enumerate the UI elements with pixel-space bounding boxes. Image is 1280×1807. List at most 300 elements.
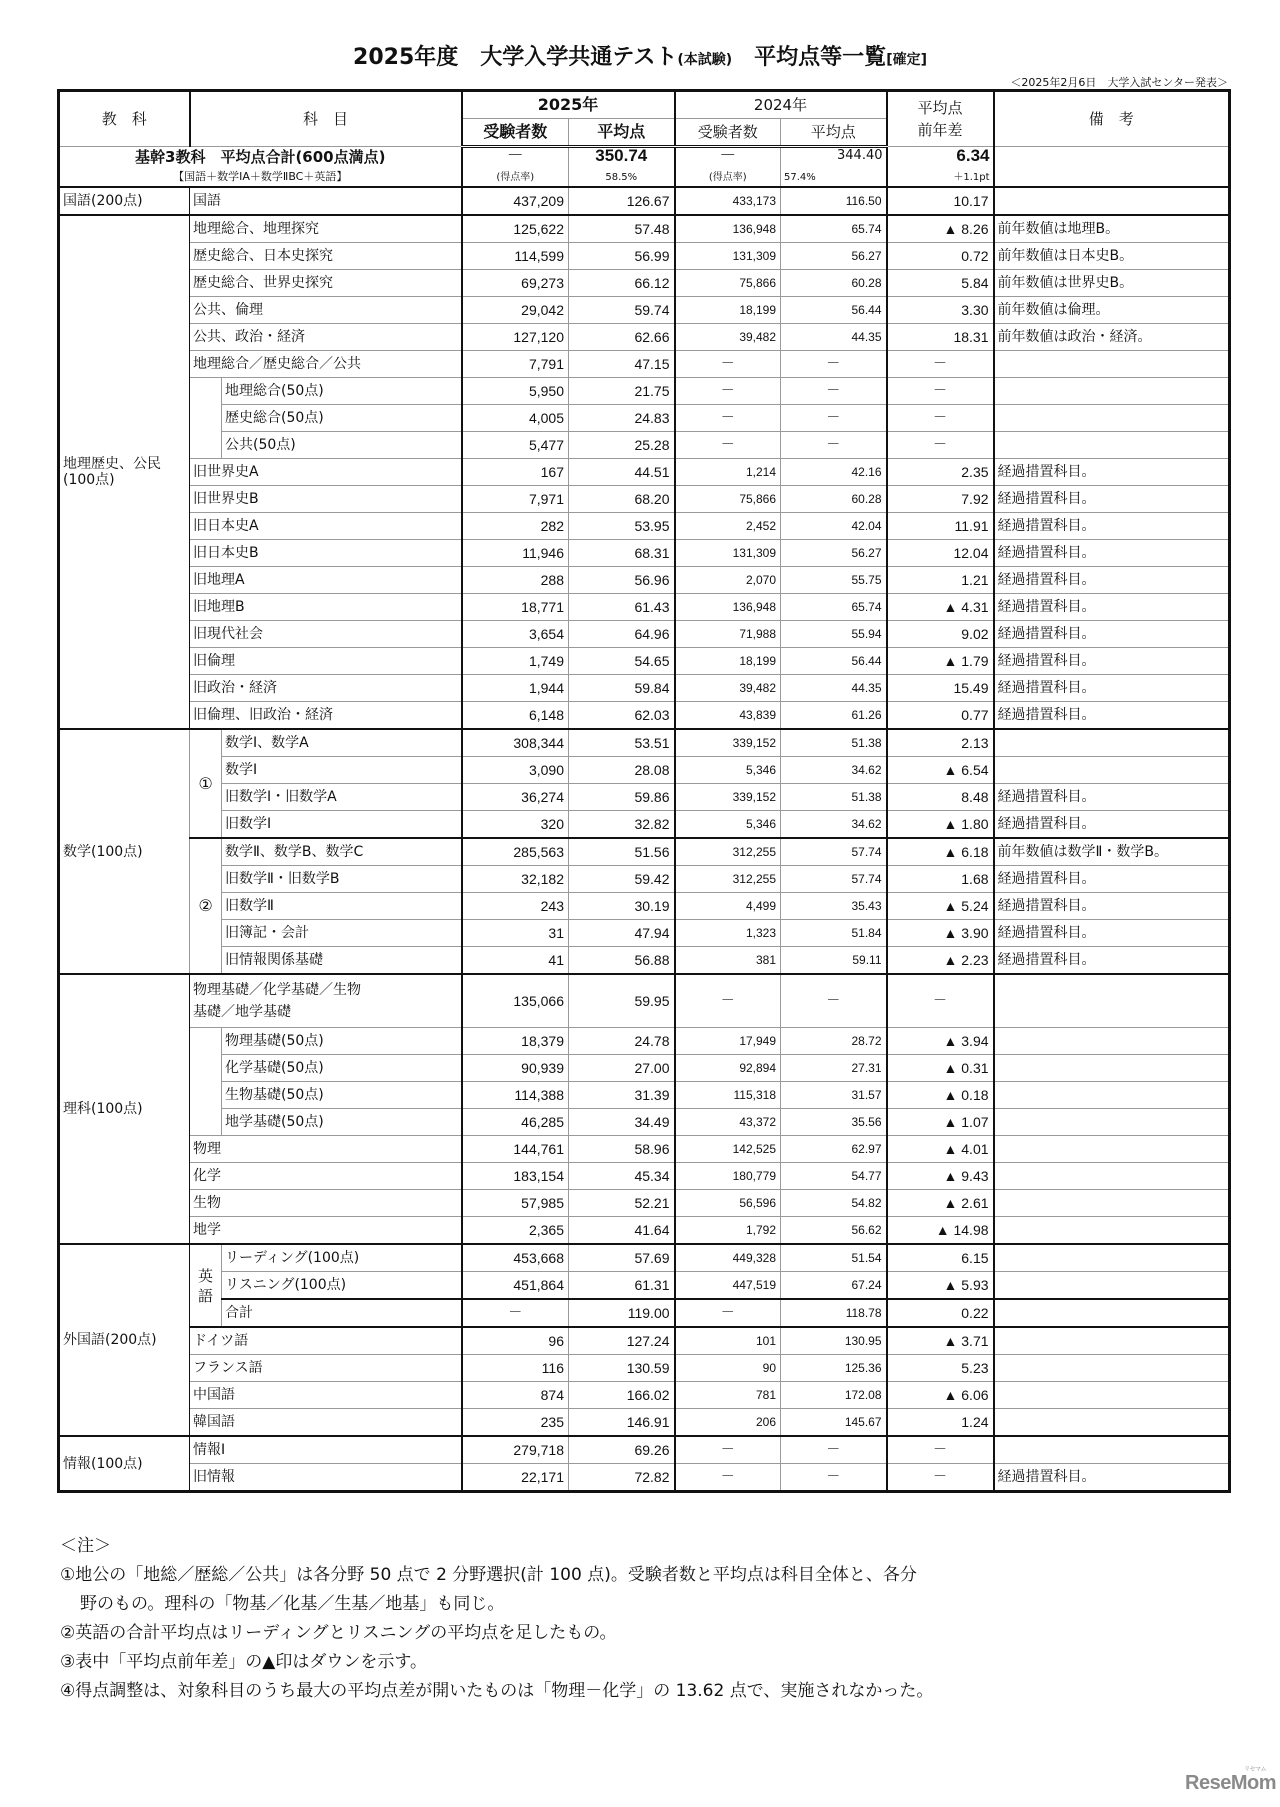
average-2024-cell: 57.74 [781,866,887,893]
diff-cell: ▲ 6.06 [887,1382,994,1409]
average-2024-cell: 65.74 [781,594,887,621]
average-2025-cell: 61.43 [569,594,675,621]
header-examinees-2025: 受験者数 [462,119,569,147]
diff-cell: ▲ 1.07 [887,1109,994,1136]
average-2024-cell: 118.78 [781,1299,887,1327]
indent-spacer [190,1028,222,1136]
examinees-2024-cell: 43,372 [675,1109,781,1136]
subject-name-cell: 旧倫理、旧政治・経済 [190,702,462,730]
examinees-2024-cell: 39,482 [675,324,781,351]
table-row [59,1464,1230,1492]
subject-name-cell: 中国語 [190,1382,462,1409]
average-2024-cell: 55.75 [781,567,887,594]
examinees-2025-cell: 5,477 [462,432,569,459]
header-diff: 平均点 前年差 [887,91,994,147]
table-row [59,866,1230,893]
examinees-2024-cell: 339,152 [675,784,781,811]
table-row [59,675,1230,702]
remark-cell [994,1244,1230,1272]
subject-name-cell: 旧世界史A [190,459,462,486]
average-2025-cell: 59.42 [569,866,675,893]
average-2025-cell: 146.91 [569,1409,675,1437]
table-row [59,1299,1230,1327]
examinees-2025-cell: 285,563 [462,838,569,866]
diff-cell: ▲ 6.54 [887,757,994,784]
diff-cell: 5.23 [887,1355,994,1382]
average-2025-cell: 45.34 [569,1163,675,1190]
remark-cell [994,187,1230,215]
examinees-2025-cell: 183,154 [462,1163,569,1190]
remark-cell [994,378,1230,405]
average-2025-cell: 58.96 [569,1136,675,1163]
subject-name-cell: 旧現代社会 [190,621,462,648]
average-2024-cell: 145.67 [781,1409,887,1437]
diff-cell: ▲ 0.31 [887,1055,994,1082]
average-2024-cell: 130.95 [781,1327,887,1355]
average-2024-cell: 56.44 [781,648,887,675]
diff-cell: 12.04 [887,540,994,567]
diff-cell: － [887,1464,994,1492]
remark-cell: 経過措置科目。 [994,621,1230,648]
examinees-2024-cell: 4,499 [675,893,781,920]
score-table-body [59,91,1230,1492]
subject-name-cell: 公共、倫理 [190,297,462,324]
average-2024-cell: 56.27 [781,243,887,270]
examinees-2024-cell: 1,792 [675,1217,781,1245]
remark-cell [994,1163,1230,1190]
subject-name-cell: 地理総合(50点) [222,378,462,405]
examinees-2024-cell: 1,323 [675,920,781,947]
average-2024-cell: 35.56 [781,1109,887,1136]
diff-cell: － [887,405,994,432]
average-2024-cell: 35.43 [781,893,887,920]
examinees-2025-cell: 127,120 [462,324,569,351]
remark-cell [994,1217,1230,1245]
table-row [59,1217,1230,1245]
average-2024-cell: － [781,1464,887,1492]
title-rest: 平均点等一覧 [732,45,887,70]
average-2024-cell: 60.28 [781,486,887,513]
examinees-2024-cell: 433,173 [675,187,781,215]
header-year-2025: 2025年 [462,91,675,119]
examinees-2025-cell: 279,718 [462,1436,569,1464]
average-2025-cell: 31.39 [569,1082,675,1109]
average-2025-cell: 34.49 [569,1109,675,1136]
average-2024-cell: 61.26 [781,702,887,730]
diff-cell: ▲ 5.24 [887,893,994,920]
examinees-2024-cell: 447,519 [675,1272,781,1300]
remark-cell: 前年数値は倫理。 [994,297,1230,324]
examinees-2025-cell: 22,171 [462,1464,569,1492]
average-2025-cell: 24.78 [569,1028,675,1055]
examinees-2024-cell: 339,152 [675,729,781,757]
subject-name-cell: 地学 [190,1217,462,1245]
average-2025-cell: 56.96 [569,567,675,594]
header-subject: 科 目 [190,91,462,147]
remark-cell [994,1109,1230,1136]
average-2025-cell: 30.19 [569,893,675,920]
resemom-logo [1185,1767,1276,1795]
average-2025-cell: 56.99 [569,243,675,270]
table-row [59,243,1230,270]
average-2024-cell: 42.04 [781,513,887,540]
examinees-2025-cell: 41 [462,947,569,975]
table-row [59,1055,1230,1082]
average-2024-cell: － [781,974,887,1028]
examinees-2025-cell: 3,654 [462,621,569,648]
examinees-2024-cell: 92,894 [675,1055,781,1082]
diff-cell: ▲ 3.71 [887,1327,994,1355]
diff-cell: 7.92 [887,486,994,513]
average-2024-cell: 51.54 [781,1244,887,1272]
remark-cell: 前年数値は日本史B。 [994,243,1230,270]
average-2024-cell: 59.11 [781,947,887,975]
remark-cell: 前年数値は政治・経済。 [994,324,1230,351]
examinees-2024-cell: 5,346 [675,811,781,839]
diff-cell: ▲ 8.26 [887,215,994,243]
remark-cell: 経過措置科目。 [994,866,1230,893]
average-2024-cell: 172.08 [781,1382,887,1409]
examinees-2024-cell: 2,452 [675,513,781,540]
examinees-2025-cell: 167 [462,459,569,486]
examinees-2025-cell: 57,985 [462,1190,569,1217]
average-2025-cell: 44.51 [569,459,675,486]
table-row [59,297,1230,324]
average-2024-cell: 125.36 [781,1355,887,1382]
table-row [59,1082,1230,1109]
examinees-2024-cell: － [675,1299,781,1327]
examinees-2025-cell: 11,946 [462,540,569,567]
table-row [59,729,1230,757]
average-2025-cell: 56.88 [569,947,675,975]
examinees-2024-cell: 142,525 [675,1136,781,1163]
examinees-2025-cell: 18,771 [462,594,569,621]
table-row [59,1409,1230,1437]
examinees-2024-cell: 449,328 [675,1244,781,1272]
table-row [59,351,1230,378]
diff-cell: 2.13 [887,729,994,757]
logo-ruby: リセマム [1244,1767,1266,1773]
table-row [59,540,1230,567]
subject-area-kokugo: 国語(200点) [59,187,190,215]
table-row [59,1355,1230,1382]
diff-cell: ▲ 2.61 [887,1190,994,1217]
average-2025-cell: 59.84 [569,675,675,702]
average-2024-cell: 116.50 [781,187,887,215]
table-row [59,324,1230,351]
average-2024-cell: 56.27 [781,540,887,567]
table-row [59,947,1230,975]
average-2024-cell: 65.74 [781,215,887,243]
average-2025-cell: 53.95 [569,513,675,540]
average-2024-cell: 54.82 [781,1190,887,1217]
remark-cell: 経過措置科目。 [994,1464,1230,1492]
note-1: ①地公の「地総／歴総／公共」は各分野 50 点で 2 分野選択(計 100 点)。受験者数と平均点は科目全体と、各分 [60,1565,917,1585]
examinees-2024-cell: 136,948 [675,215,781,243]
average-2025-cell: 57.48 [569,215,675,243]
average-2024-cell: － [781,1436,887,1464]
average-2025-cell: 166.02 [569,1382,675,1409]
header-remarks: 備 考 [994,91,1230,147]
diff-cell: 2.35 [887,459,994,486]
table-row [59,920,1230,947]
remark-cell [994,1299,1230,1327]
remark-cell: 経過措置科目。 [994,567,1230,594]
table-row [59,486,1230,513]
average-2024-cell: 62.97 [781,1136,887,1163]
remark-cell: 経過措置科目。 [994,459,1230,486]
subject-name-cell: 地学基礎(50点) [222,1109,462,1136]
examinees-2025-cell: 29,042 [462,297,569,324]
examinees-2025-cell: 114,599 [462,243,569,270]
remark-cell [994,1436,1230,1464]
diff-cell: ▲ 1.80 [887,811,994,839]
subject-name-cell: 韓国語 [190,1409,462,1437]
diff-cell: ▲ 4.31 [887,594,994,621]
average-2024-cell: － [781,378,887,405]
examinees-2025-cell: 5,950 [462,378,569,405]
examinees-2024-cell: － [675,1464,781,1492]
examinees-2025-cell: 32,182 [462,866,569,893]
average-2025-cell: 54.65 [569,648,675,675]
examinees-2025-cell: 125,622 [462,215,569,243]
header-subject-area: 教 科 [59,91,190,147]
subject-name-cell: 旧情報 [190,1464,462,1492]
average-2025-cell: 62.03 [569,702,675,730]
subject-area-science: 理科(100点) [59,974,190,1244]
examinees-2025-cell: 451,864 [462,1272,569,1300]
diff-cell: ▲ 3.90 [887,920,994,947]
table-row [59,621,1230,648]
subject-name-cell: 生物基礎(50点) [222,1082,462,1109]
average-2025-cell: 27.00 [569,1055,675,1082]
average-2025-cell: 51.56 [569,838,675,866]
subject-area-info: 情報(100点) [59,1436,190,1492]
average-2024-cell: 31.57 [781,1082,887,1109]
examinees-2025-cell: 6,148 [462,702,569,730]
examinees-2025-cell: 46,285 [462,1109,569,1136]
diff-cell: 1.68 [887,866,994,893]
header-examinees-2024: 受験者数 [675,119,781,147]
diff-cell: － [887,974,994,1028]
examinees-2025-cell: 1,749 [462,648,569,675]
subject-name-cell: 歴史総合、日本史探究 [190,243,462,270]
diff-cell: － [887,351,994,378]
remark-cell [994,1409,1230,1437]
subject-name-cell: 物理基礎(50点) [222,1028,462,1055]
examinees-2025-cell: 90,939 [462,1055,569,1082]
examinees-2025-cell: 1,944 [462,675,569,702]
examinees-2024-cell: － [675,974,781,1028]
examinees-2025-cell: 3,090 [462,757,569,784]
average-2025-cell: 53.51 [569,729,675,757]
diff-cell: ▲ 14.98 [887,1217,994,1245]
core-total-label: 基幹3教科 平均点合計(600点満点) 【国語＋数学ⅠA＋数学ⅡBC＋英語】 [59,147,462,188]
english-label: 英語 [190,1244,222,1327]
examinees-2024-cell: － [675,405,781,432]
remark-cell: 経過措置科目。 [994,486,1230,513]
remark-cell [994,1055,1230,1082]
diff-cell: ▲ 2.23 [887,947,994,975]
examinees-2025-cell: 69,273 [462,270,569,297]
average-2025-cell: 64.96 [569,621,675,648]
average-2024-cell: 55.94 [781,621,887,648]
examinees-2024-cell: 781 [675,1382,781,1409]
average-2025-cell: 62.66 [569,324,675,351]
examinees-2024-cell: － [675,1436,781,1464]
examinees-2024-cell: 90 [675,1355,781,1382]
subject-name-cell: 旧地理B [190,594,462,621]
table-row [59,1163,1230,1190]
diff-cell: － [887,378,994,405]
remark-cell [994,1136,1230,1163]
diff-cell: 1.24 [887,1409,994,1437]
examinees-2024-cell: 18,199 [675,648,781,675]
subject-area-foreign: 外国語(200点) [59,1244,190,1436]
examinees-2025-cell: 31 [462,920,569,947]
average-2025-cell: 68.20 [569,486,675,513]
core-total-diff: 6.34 ＋1.1pt [887,147,994,188]
subject-name-cell: 旧政治・経済 [190,675,462,702]
examinees-2025-cell: 320 [462,811,569,839]
average-2024-cell: 51.38 [781,784,887,811]
remark-cell [994,729,1230,757]
examinees-2024-cell: 136,948 [675,594,781,621]
remark-cell: 経過措置科目。 [994,920,1230,947]
subject-name-cell: 地理総合／歴史総合／公共 [190,351,462,378]
subject-name-cell: フランス語 [190,1355,462,1382]
average-2025-cell: 59.95 [569,974,675,1028]
core-total-average-2024: 344.40 57.4% [781,147,887,188]
subject-name-cell: 地理総合、地理探究 [190,215,462,243]
examinees-2025-cell: 18,379 [462,1028,569,1055]
average-2024-cell: 67.24 [781,1272,887,1300]
remark-cell [994,1355,1230,1382]
diff-cell: 0.22 [887,1299,994,1327]
diff-cell: 18.31 [887,324,994,351]
table-row [59,1190,1230,1217]
subject-name-cell: 旧数学Ⅰ [222,811,462,839]
table-row [59,648,1230,675]
core-total-remark [994,147,1230,188]
examinees-2025-cell: 4,005 [462,405,569,432]
diff-cell: 8.48 [887,784,994,811]
examinees-2024-cell: 75,866 [675,270,781,297]
remark-cell [994,757,1230,784]
remark-cell [994,1272,1230,1300]
diff-cell: － [887,432,994,459]
average-2025-cell: 72.82 [569,1464,675,1492]
diff-cell: 1.21 [887,567,994,594]
average-2025-cell: 32.82 [569,811,675,839]
diff-cell: － [887,1436,994,1464]
subject-area-chireki: 地理歴史、公民 (100点) [59,215,190,729]
remark-cell [994,974,1230,1028]
average-2025-cell: 130.59 [569,1355,675,1382]
table-row [59,567,1230,594]
note-1-continued: 野のもの。理科の「物基／化基／生基／地基」も同じ。 [80,1594,505,1614]
diff-cell: ▲ 5.93 [887,1272,994,1300]
examinees-2025-cell: 235 [462,1409,569,1437]
remark-cell: 経過措置科目。 [994,513,1230,540]
table-row [59,270,1230,297]
examinees-2024-cell: 75,866 [675,486,781,513]
title-main: 2025年度 大学入学共通テスト [353,45,678,70]
subject-name-cell: リスニング(100点) [222,1272,462,1300]
examinees-2024-cell: 18,199 [675,297,781,324]
table-row [59,1436,1230,1464]
notes-section [60,1532,1230,1706]
remark-cell: 経過措置科目。 [994,784,1230,811]
average-2024-cell: 34.62 [781,811,887,839]
table-row [59,594,1230,621]
average-2025-cell: 25.28 [569,432,675,459]
average-2024-cell: 56.44 [781,297,887,324]
examinees-2025-cell: 135,066 [462,974,569,1028]
remark-cell [994,1028,1230,1055]
average-2025-cell: 24.83 [569,405,675,432]
subject-name-cell: 数学Ⅱ、数学B、数学C [222,838,462,866]
table-row [59,1327,1230,1355]
note-4: ④得点調整は、対象科目のうち最大の平均点差が開いたものは「物理－化学」の 13.62 点で、実施されなかった。 [60,1681,934,1701]
note-3: ③表中「平均点前年差」の▲印はダウンを示す。 [60,1652,427,1672]
math-group-2-mark: ② [190,838,222,974]
remark-cell: 経過措置科目。 [994,893,1230,920]
examinees-2025-cell: 308,344 [462,729,569,757]
examinees-2025-cell: 453,668 [462,1244,569,1272]
average-2024-cell: 51.38 [781,729,887,757]
core-total-average-2025: 350.74 58.5% [569,147,675,188]
subject-name-cell: リーディング(100点) [222,1244,462,1272]
average-2025-cell: 66.12 [569,270,675,297]
average-2025-cell: 68.31 [569,540,675,567]
header-year-2024: 2024年 [675,91,887,119]
average-2024-cell: 44.35 [781,324,887,351]
subject-name-cell: 歴史総合、世界史探究 [190,270,462,297]
table-row [59,838,1230,866]
examinees-2024-cell: 312,255 [675,866,781,893]
average-2024-cell: 28.72 [781,1028,887,1055]
average-2025-cell: 119.00 [569,1299,675,1327]
examinees-2024-cell: 381 [675,947,781,975]
examinees-2025-cell: 282 [462,513,569,540]
average-2024-cell: 42.16 [781,459,887,486]
examinees-2024-cell: 206 [675,1409,781,1437]
average-2025-cell: 69.26 [569,1436,675,1464]
table-row [59,1272,1230,1300]
diff-cell: 15.49 [887,675,994,702]
average-2024-cell: 34.62 [781,757,887,784]
core-total-examinees-2024: － (得点率) [675,147,781,188]
subject-name-cell: 化学基礎(50点) [222,1055,462,1082]
diff-cell: ▲ 6.18 [887,838,994,866]
average-2025-cell: 59.86 [569,784,675,811]
score-table [57,89,1231,1493]
header-row-1 [59,91,1230,119]
examinees-2025-cell: － [462,1299,569,1327]
examinees-2024-cell: 17,949 [675,1028,781,1055]
examinees-2025-cell: 36,274 [462,784,569,811]
average-2025-cell: 41.64 [569,1217,675,1245]
examinees-2024-cell: 115,318 [675,1082,781,1109]
subject-name-cell: 合計 [222,1299,462,1327]
examinees-2024-cell: 5,346 [675,757,781,784]
remark-cell [994,405,1230,432]
subject-name-cell: 生物 [190,1190,462,1217]
diff-cell: ▲ 4.01 [887,1136,994,1163]
examinees-2024-cell: 56,596 [675,1190,781,1217]
examinees-2024-cell: 101 [675,1327,781,1355]
